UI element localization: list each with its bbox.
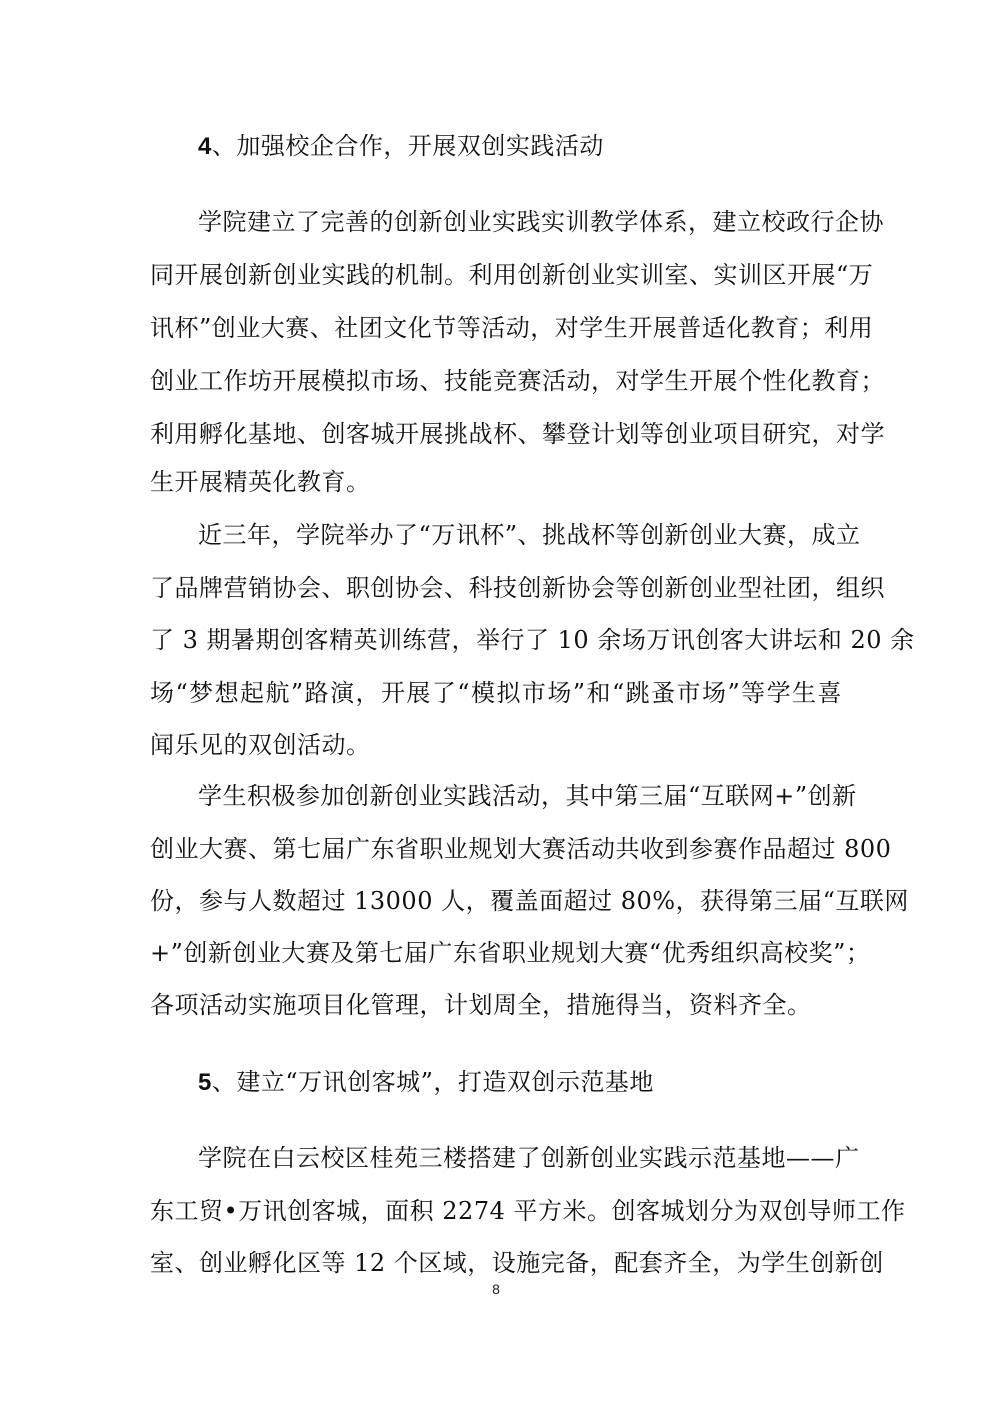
paragraph-line: 讯杯”创业大赛、社团文化节等活动，对学生开展普适化教育；利用: [150, 314, 874, 342]
paragraph-line: 份，参与人数超过 13000 人，覆盖面超过 80%，获得第三届“互联网: [150, 887, 909, 915]
page-number: 8: [492, 1281, 500, 1297]
section-number: 4: [198, 133, 212, 160]
section-number: 5: [198, 1069, 212, 1096]
paragraph-line: 创业工作坊开展模拟市场、技能竞赛活动，对学生开展个性化教育；: [150, 367, 885, 395]
paragraph-line: 学生积极参加创新创业实践活动，其中第三届“互联网+”创新: [198, 782, 857, 810]
paragraph-line: 创业大赛、第七届广东省职业规划大赛活动共收到参赛作品超过 800: [150, 835, 892, 863]
paragraph-line: 了 3 期暑期创客精英训练营，举行了 10 余场万讯创客大讲坛和 20 余: [150, 626, 915, 654]
paragraph-line: 东工贸•万讯创客城，面积 2274 平方米。创客城划分为双创导师工作: [150, 1197, 906, 1225]
paragraph-line: 近三年，学院举办了“万讯杯”、挑战杯等创新创业大赛，成立: [198, 521, 861, 549]
paragraph-line: 了品牌营销协会、职创协会、科技创新协会等创新创业型社团，组织: [150, 574, 885, 602]
paragraph-line: 学院建立了完善的创新创业实践实训教学体系，建立校政行企协: [198, 208, 884, 236]
paragraph-line: 利用孵化基地、创客城开展挑战杯、攀登计划等创业项目研究，对学: [150, 420, 885, 448]
paragraph-line: 室、创业孵化区等 12 个区域，设施完备，配套齐全，为学生创新创: [150, 1249, 884, 1277]
paragraph-line: +”创新创业大赛及第七届广东省职业规划大赛“优秀组织高校奖”；: [150, 939, 871, 967]
paragraph-line: 各项活动实施项目化管理，计划周全，措施得当，资料齐全。: [150, 991, 812, 1019]
paragraph-line: 学院在白云校区桂苑三楼搭建了创新创业实践示范基地——广: [198, 1144, 860, 1172]
paragraph-line: 同开展创新创业实践的机制。利用创新创业实训室、实训区开展“万: [150, 261, 874, 289]
section-title: 、建立“万讯创客城”，打造双创示范基地: [211, 1068, 654, 1096]
paragraph-line: 闻乐见的双创活动。: [150, 731, 371, 759]
section-title: 、加强校企合作，开展双创实践活动: [211, 132, 604, 160]
section-heading-5: [198, 1066, 654, 1099]
section-heading-4: [198, 130, 604, 163]
paragraph-line: 生开展精英化教育。: [150, 468, 371, 496]
paragraph-line: 场“梦想起航”路演，开展了“模拟市场”和“跳蚤市场”等学生喜: [150, 679, 842, 707]
